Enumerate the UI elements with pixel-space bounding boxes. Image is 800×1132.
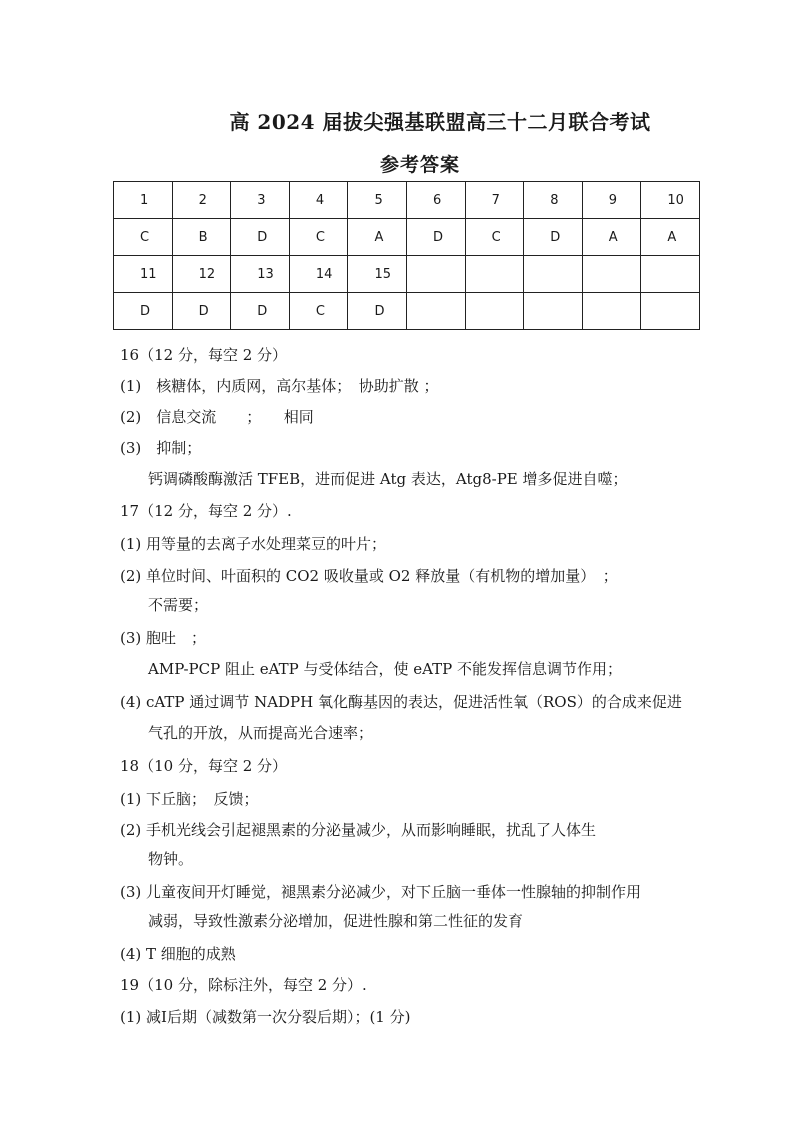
answer-cell: D bbox=[114, 293, 173, 330]
answer-line: (3) 儿童夜间开灯睡觉，褪黑素分泌减少，对下丘脑一垂体一性腺轴的抑制作用 bbox=[120, 883, 642, 901]
question-number-cell bbox=[524, 256, 583, 293]
question-number-cell bbox=[582, 256, 641, 293]
answer-line: (4) cATP 通过调节 NADPH 氧化酶基因的表达，促进活性氧（ROS）的合成来促进 bbox=[120, 693, 682, 711]
answer-line: (1) 核糖体，内质网，高尔基体； 协助扩散 ； bbox=[120, 377, 439, 395]
answer-cell: B bbox=[172, 219, 231, 256]
question-number-cell: 3 bbox=[231, 182, 290, 219]
answer-cell bbox=[407, 293, 466, 330]
question-number-cell: 14 bbox=[289, 256, 348, 293]
answer-cell bbox=[524, 293, 583, 330]
answer-line: (2) 信息交流 ； 相同 bbox=[120, 408, 314, 426]
answer-line: 减弱，导致性激素分泌增加，促进性腺和第二性征的发育 bbox=[148, 912, 524, 930]
answer-line: (1) 用等量的去离子水处理菜豆的叶片； bbox=[120, 535, 387, 553]
answer-cell: A bbox=[582, 219, 641, 256]
answer-line: AMP-PCP 阻止 eATP 与受体结合，使 eATP 不能发挥信息调节作用； bbox=[148, 660, 623, 678]
answer-line: 17（12 分，每空 2 分）. bbox=[120, 502, 292, 520]
answer-line: 18（10 分，每空 2 分） bbox=[120, 757, 288, 775]
answer-cell: C bbox=[114, 219, 173, 256]
document-subtitle: 参考答案 bbox=[379, 154, 460, 176]
answer-line: (2) 单位时间、叶面积的 CO2 吸收量或 O2 释放量（有机物的增加量） ； bbox=[120, 567, 618, 585]
question-number-cell bbox=[465, 256, 524, 293]
answer-cell: C bbox=[289, 219, 348, 256]
answer-line: (1) 下丘脑； 反馈； bbox=[120, 790, 259, 808]
answer-line: 物钟。 bbox=[148, 850, 194, 868]
answer-cell: D bbox=[172, 293, 231, 330]
question-number-cell: 11 bbox=[114, 256, 173, 293]
answer-cell bbox=[582, 293, 641, 330]
answer-cell: A bbox=[641, 219, 700, 256]
answer-line: (1) 减Ⅰ后期（减数第一次分裂后期）；(1 分) bbox=[120, 1008, 411, 1026]
question-number-cell: 9 bbox=[582, 182, 641, 219]
answer-line: 16（12 分，每空 2 分） bbox=[120, 346, 288, 364]
answer-row bbox=[114, 293, 700, 330]
question-number-cell: 10 bbox=[641, 182, 700, 219]
answer-cell: D bbox=[524, 219, 583, 256]
answer-cell: C bbox=[465, 219, 524, 256]
answer-line: 气孔的开放，从而提高光合速率； bbox=[148, 724, 374, 742]
answer-line: (3) 胞吐 ； bbox=[120, 629, 207, 647]
question-number-cell: 12 bbox=[172, 256, 231, 293]
question-number-cell bbox=[641, 256, 700, 293]
answer-cell: A bbox=[348, 219, 407, 256]
answer-cell: D bbox=[348, 293, 407, 330]
question-number-cell: 7 bbox=[465, 182, 524, 219]
question-number-cell: 4 bbox=[289, 182, 348, 219]
answer-cell: D bbox=[407, 219, 466, 256]
document-title: 高 2024 届拔尖强基联盟高三十二月联合考试 bbox=[229, 110, 651, 134]
answer-line: 钙调磷酸酶激活 TFEB，进而促进 Atg 表达，Atg8-PE 增多促进自噬； bbox=[148, 470, 628, 488]
question-number-cell: 5 bbox=[348, 182, 407, 219]
question-number-cell: 13 bbox=[231, 256, 290, 293]
question-number-row bbox=[114, 256, 700, 293]
question-number-cell: 1 bbox=[114, 182, 173, 219]
answer-table bbox=[113, 181, 700, 330]
question-number-row bbox=[114, 182, 700, 219]
answer-line: (4) T 细胞的成熟 bbox=[120, 945, 236, 963]
question-number-cell: 6 bbox=[407, 182, 466, 219]
answer-line: (2) 手机光线会引起褪黑素的分泌量减少，从而影响睡眠，扰乱了人体生 bbox=[120, 821, 597, 839]
answer-line: (3) 抑制； bbox=[120, 439, 202, 457]
answer-cell bbox=[641, 293, 700, 330]
question-number-cell: 15 bbox=[348, 256, 407, 293]
answer-cell bbox=[465, 293, 524, 330]
answer-cell: D bbox=[231, 293, 290, 330]
question-number-cell: 8 bbox=[524, 182, 583, 219]
answer-cell: C bbox=[289, 293, 348, 330]
answer-line: 19（10 分，除标注外，每空 2 分）. bbox=[120, 976, 367, 994]
answer-row bbox=[114, 219, 700, 256]
question-number-cell: 2 bbox=[172, 182, 231, 219]
question-number-cell bbox=[407, 256, 466, 293]
answer-line: 不需要； bbox=[148, 596, 209, 614]
answer-cell: D bbox=[231, 219, 290, 256]
